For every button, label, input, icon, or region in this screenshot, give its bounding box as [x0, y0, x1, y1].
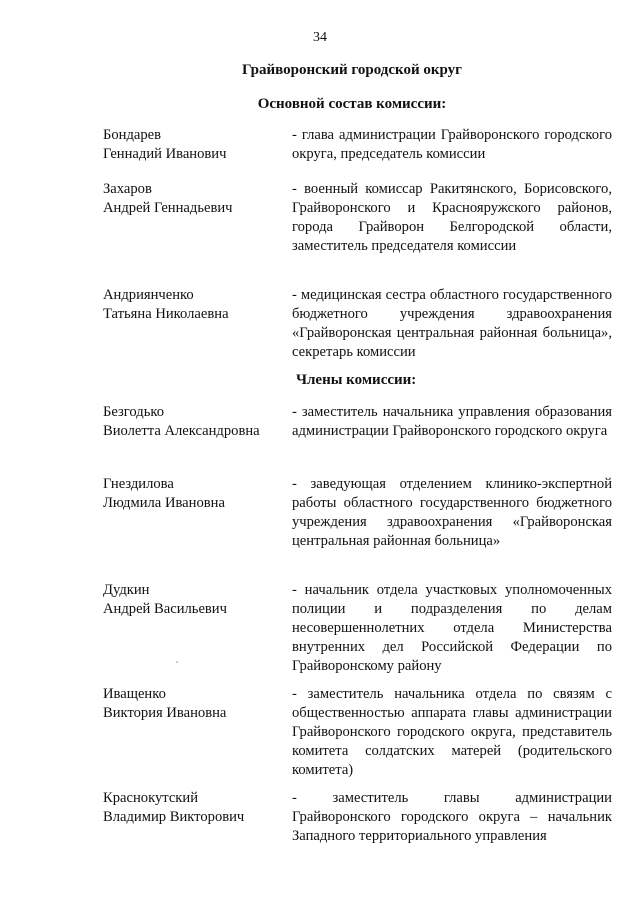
- member-role: - заместитель начальника отдела по связям с общественностью аппарата главы администрации Грайворонского городского округа, представитель комитета солдатских матерей (родительского комитета): [292, 686, 612, 778]
- members-heading: Члены комиссии:: [296, 372, 417, 388]
- member-given-names: Геннадий Иванович: [103, 146, 227, 162]
- member-name: [103, 180, 283, 218]
- member-surname: Дудкин: [103, 582, 150, 598]
- member-role: - заместитель главы администрации Грайворонского городского округа – начальник Западного территориального управления: [292, 790, 612, 844]
- member-name: [103, 403, 283, 441]
- member-name: [103, 475, 283, 513]
- member-given-names: Виктория Ивановна: [103, 705, 227, 721]
- main-composition-heading: Основной состав комиссии:: [257, 96, 447, 112]
- member-role: - заместитель начальника управления образования администрации Грайворонского городского округа: [292, 404, 612, 439]
- member-given-names: Андрей Геннадьевич: [103, 200, 233, 216]
- member-role: - заведующая отделением клинико-экспертной работы областного государственного бюджетного учреждения здравоохранения «Грайворонская центральная районная больница»: [292, 476, 612, 549]
- member-role: - начальник отдела участковых уполномоченных полиции и подразделения по делам несовершеннолетних отдела Министерства внутренних дел Российской Федерации по Грайворонскому району: [292, 582, 612, 674]
- member-surname: Иващенко: [103, 686, 166, 702]
- member-surname: Захаров: [103, 181, 152, 197]
- member-name: [103, 581, 283, 619]
- member-role: - глава администрации Грайворонского городского округа, председатель комиссии: [292, 127, 612, 162]
- member-given-names: Владимир Викторович: [103, 809, 245, 825]
- member-name: [103, 126, 283, 164]
- member-given-names: Татьяна Николаевна: [103, 306, 229, 322]
- member-role: - медицинская сестра областного государственного бюджетного учреждения здравоохранения «Грайворонская центральная районная больница», секретарь комиссии: [292, 287, 612, 360]
- member-surname: Гнездилова: [103, 476, 174, 492]
- member-role: - военный комиссар Ракитянского, Борисовского, Грайворонского и Краснояружского районов, города Грайворон Белгородской области, заместитель председателя комиссии: [292, 181, 612, 254]
- member-given-names: Людмила Ивановна: [103, 495, 225, 511]
- member-name: [103, 685, 283, 723]
- member-surname: Бондарев: [103, 127, 162, 143]
- scan-speck: [176, 661, 178, 663]
- member-surname: Краснокутский: [103, 790, 199, 806]
- member-surname: Андриянченко: [103, 287, 194, 303]
- district-title: Грайворонский городской округ: [242, 62, 462, 78]
- member-name: [103, 789, 283, 827]
- page-number: 34: [313, 30, 327, 45]
- member-given-names: Виолетта Александровна: [103, 423, 260, 439]
- member-given-names: Андрей Васильевич: [103, 601, 227, 617]
- member-name: [103, 286, 283, 324]
- member-surname: Безгодько: [103, 404, 165, 420]
